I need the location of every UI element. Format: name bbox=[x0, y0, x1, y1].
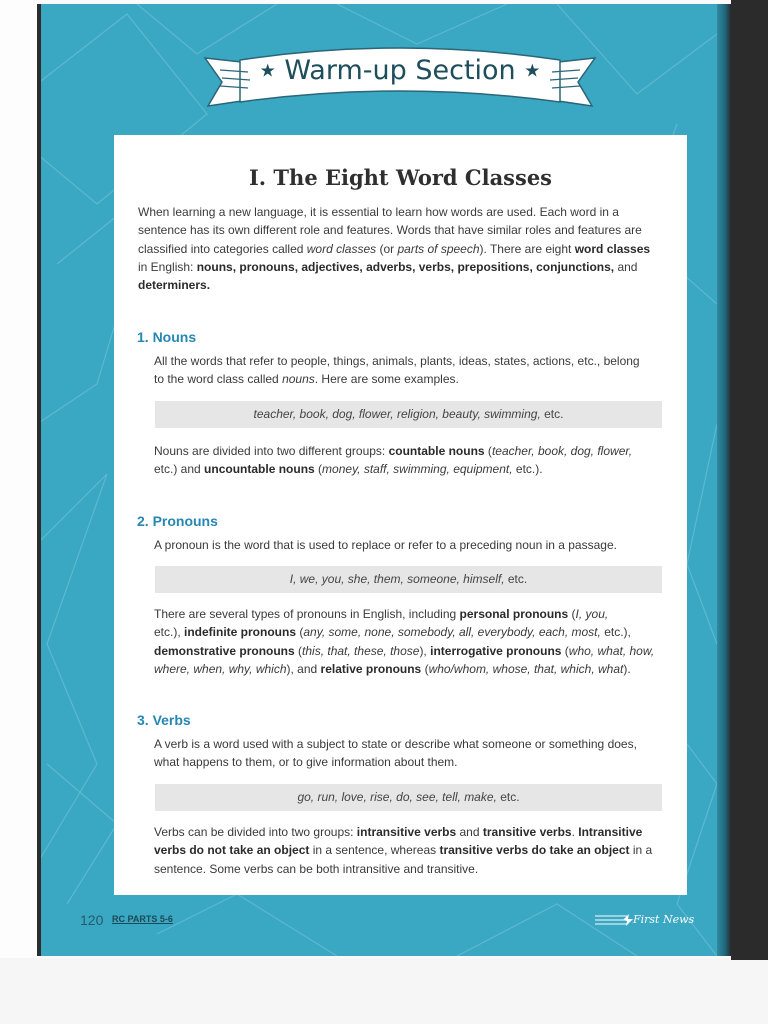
text-run: etc.). bbox=[512, 462, 543, 477]
example-tail: etc. bbox=[540, 407, 564, 421]
text-run: who, what, how, bbox=[568, 643, 655, 658]
text-run: determiners. bbox=[138, 278, 211, 293]
text-run: to the word class called bbox=[154, 372, 283, 387]
text-line bbox=[154, 660, 654, 678]
text-run: nouns, pronouns, adjectives, adverbs, verbs, prepositions, conjunctions, bbox=[196, 259, 615, 274]
text-run: ). bbox=[623, 661, 631, 676]
text-line: All the words that refer to people, things, animals, plants, ideas, states, actions, etc., belong bbox=[154, 354, 640, 368]
text-run: There are several types of pronouns in English, including bbox=[154, 607, 460, 621]
text-line: what happens to them, or to give information about them. bbox=[154, 755, 458, 770]
page-heading: I. The Eight Word Classes bbox=[248, 165, 553, 190]
example-text: go, run, love, rise, do, see, tell, make, bbox=[297, 790, 497, 804]
text-line bbox=[154, 841, 652, 859]
text-run: teacher, book, dog, flower, bbox=[491, 444, 633, 458]
text-run: demonstrative pronouns bbox=[154, 643, 295, 658]
text-run: ( bbox=[484, 444, 492, 458]
text-run: personal pronouns bbox=[459, 607, 569, 621]
text-line bbox=[154, 623, 654, 641]
example-tail: etc. bbox=[496, 790, 520, 804]
text-line bbox=[154, 823, 652, 841]
nouns-example-box bbox=[155, 401, 662, 428]
text-run: ( bbox=[568, 607, 576, 621]
text-run: Nouns are divided into two different groups: bbox=[154, 444, 389, 458]
book-section-tag: RC PARTS 5-6 bbox=[112, 914, 173, 924]
text-run: in a bbox=[629, 843, 653, 858]
text-line: sentence has its own different role and features. Words that have similar roles and features are bbox=[138, 223, 642, 238]
text-run: . bbox=[571, 825, 579, 839]
text-run: Verbs can be divided into two groups: bbox=[154, 825, 357, 839]
text-run: (or bbox=[376, 241, 398, 256]
text-run: verbs do not take an object bbox=[154, 843, 310, 858]
text-run: where, when, why, which bbox=[154, 661, 287, 676]
example-text: teacher, book, dog, flower, religion, beauty, swimming, bbox=[253, 407, 541, 421]
text-run: ), bbox=[419, 643, 431, 658]
text-run: etc.) and bbox=[154, 462, 205, 477]
text-run: . Here are some examples. bbox=[314, 372, 459, 387]
text-run: relative pronouns bbox=[320, 661, 422, 676]
text-run: ( bbox=[421, 661, 429, 676]
text-run: parts of speech bbox=[397, 241, 480, 256]
text-run: indefinite pronouns bbox=[184, 625, 297, 640]
text-line bbox=[154, 442, 632, 460]
publisher-brand: First News bbox=[633, 913, 695, 926]
text-run: etc.), bbox=[600, 625, 631, 640]
text-run: ( bbox=[314, 462, 323, 477]
text-run: this, that, these, those bbox=[302, 643, 420, 658]
nouns-groups-paragraph bbox=[154, 442, 632, 479]
text-run: ( bbox=[294, 643, 303, 658]
scanner-edge bbox=[731, 0, 768, 960]
text-line bbox=[154, 370, 640, 388]
text-run: ). There are eight bbox=[479, 241, 575, 256]
text-run: and bbox=[614, 259, 638, 274]
text-run: and bbox=[456, 825, 483, 839]
page-number: 120 bbox=[80, 912, 104, 928]
text-run: word classes bbox=[306, 241, 377, 256]
star-icon: ★ bbox=[259, 60, 276, 82]
verbs-heading: 3. Verbs bbox=[137, 712, 191, 728]
text-run: word classes bbox=[574, 241, 651, 256]
text-line bbox=[154, 460, 632, 478]
text-line bbox=[154, 642, 654, 660]
text-line bbox=[138, 258, 650, 276]
intro-paragraph bbox=[138, 203, 650, 294]
section-title bbox=[210, 48, 590, 94]
pronoun-types-paragraph bbox=[154, 605, 654, 678]
text-line bbox=[138, 240, 650, 258]
text-run: countable nouns bbox=[388, 444, 485, 458]
text-run: ( bbox=[296, 625, 304, 640]
content-card bbox=[114, 135, 687, 895]
text-run: I, you, bbox=[575, 607, 609, 621]
text-run: ( bbox=[561, 643, 569, 658]
pronouns-example-box bbox=[155, 566, 662, 593]
verbs-example-box bbox=[155, 784, 662, 811]
scan-bottom-margin bbox=[0, 958, 768, 1024]
page-binding-shadow bbox=[37, 4, 41, 956]
section-title-text: Warm-up Section bbox=[284, 55, 516, 86]
text-run: transitive verbs do take an object bbox=[439, 843, 630, 858]
text-line: sentence. Some verbs can be both intransitive and transitive. bbox=[154, 861, 479, 876]
text-run: intransitive verbs bbox=[356, 825, 457, 839]
text-run: etc.), bbox=[154, 625, 185, 640]
text-run: classified into categories called bbox=[138, 241, 307, 256]
text-run: in English: bbox=[138, 259, 197, 274]
nouns-paragraph bbox=[154, 352, 640, 389]
pronouns-heading: 2. Pronouns bbox=[137, 513, 218, 529]
page-edge-shadow bbox=[717, 4, 731, 956]
text-run: money, staff, swimming, equipment, bbox=[322, 462, 513, 477]
text-run: interrogative pronouns bbox=[430, 643, 562, 658]
pronouns-paragraph: A pronoun is the word that is used to replace or refer to a preceding noun in a passage. bbox=[154, 538, 617, 552]
text-run: in a sentence, whereas bbox=[309, 843, 440, 858]
star-icon: ★ bbox=[524, 60, 541, 82]
text-run: transitive verbs bbox=[482, 825, 572, 839]
text-run: who/whom, whose, that, which, what bbox=[428, 661, 624, 676]
verb-groups-paragraph bbox=[154, 823, 652, 878]
text-line bbox=[154, 605, 654, 623]
text-run: nouns bbox=[282, 372, 315, 387]
text-line: A verb is a word used with a subject to state or describe what someone or something does, bbox=[154, 737, 637, 751]
nouns-heading: 1. Nouns bbox=[137, 329, 197, 345]
text-run: any, some, none, somebody, all, everybody, each, most, bbox=[303, 625, 601, 640]
example-tail: etc. bbox=[504, 572, 528, 586]
example-text: I, we, you, she, them, someone, himself, bbox=[289, 572, 505, 586]
text-run: Intransitive bbox=[578, 825, 643, 839]
text-run: uncountable nouns bbox=[204, 462, 315, 477]
verbs-paragraph bbox=[154, 735, 637, 772]
text-line bbox=[138, 276, 650, 294]
text-line: When learning a new language, it is essential to learn how words are used. Each word in a bbox=[138, 205, 619, 219]
text-run: ), and bbox=[286, 661, 321, 676]
